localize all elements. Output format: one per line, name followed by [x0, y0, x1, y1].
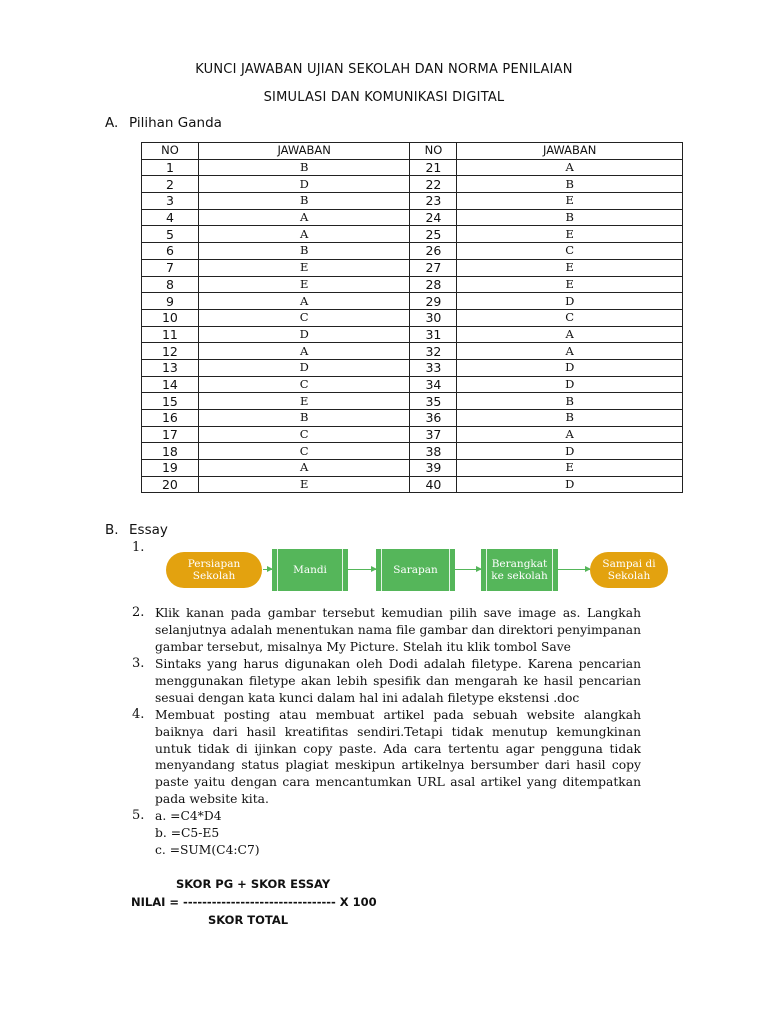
- cell-no-left: 13: [142, 359, 199, 376]
- cell-no-right: 24: [410, 209, 457, 226]
- cell-answer-right: B: [457, 393, 683, 410]
- cell-answer-right: C: [457, 309, 683, 326]
- section-b-title: Essay: [129, 522, 168, 538]
- flow-node-sarapan: [376, 549, 455, 591]
- table-row: [142, 426, 683, 443]
- table-row: [142, 326, 683, 343]
- document-subtitle: SIMULASI DAN KOMUNIKASI DIGITAL: [263, 90, 505, 105]
- flow-arrow-2: [348, 569, 376, 570]
- essay-item-2-number: 2.: [132, 605, 145, 620]
- header-no-right: NO: [410, 143, 457, 160]
- cell-no-right: 36: [410, 410, 457, 427]
- cell-answer-left: B: [198, 159, 410, 176]
- flow-node-mandi-label: Mandi: [293, 564, 327, 576]
- cell-answer-right: D: [457, 359, 683, 376]
- essay-item-1-number: 1.: [132, 540, 145, 555]
- essay-item-4-text: Membuat posting atau membuat artikel pada sebuah website alangkah baiknya dari hasil kreatifitas sendiri.Tetapi tidak menutup kemungkinan untuk tidak di ijinkan copy paste. Ada cara tertentu agar pengguna tidak menyandang status plagiat meskipun artikelnya bersumber dari hasil copy paste yaitu dengan cara mencantumkan URL asal artikel yang ditempatkan pada website kita.: [155, 708, 641, 806]
- table-row: [142, 243, 683, 260]
- cell-answer-left: E: [198, 393, 410, 410]
- cell-no-left: 14: [142, 376, 199, 393]
- answer-5c: c. =SUM(C4:C7): [155, 842, 260, 857]
- cell-answer-right: E: [457, 259, 683, 276]
- cell-answer-left: A: [198, 460, 410, 477]
- flow-node-start-line1: Persiapan: [187, 558, 241, 570]
- flow-arrow-3: [455, 569, 481, 570]
- cell-answer-right: B: [457, 176, 683, 193]
- cell-no-right: 27: [410, 259, 457, 276]
- cell-no-right: 35: [410, 393, 457, 410]
- cell-answer-right: E: [457, 193, 683, 210]
- flow-arrow-4: [558, 569, 590, 570]
- flow-node-end-line1: Sampai di: [602, 558, 656, 570]
- table-row: [142, 176, 683, 193]
- table-row: [142, 259, 683, 276]
- cell-no-left: 9: [142, 293, 199, 310]
- cell-answer-left: C: [198, 443, 410, 460]
- cell-no-left: 20: [142, 476, 199, 493]
- cell-no-right: 23: [410, 193, 457, 210]
- table-row: [142, 293, 683, 310]
- cell-no-left: 4: [142, 209, 199, 226]
- section-b-letter: B.: [105, 522, 119, 538]
- cell-no-right: 22: [410, 176, 457, 193]
- cell-answer-left: B: [198, 243, 410, 260]
- table-header-row: [142, 143, 683, 160]
- table-row: [142, 209, 683, 226]
- header-answer-left: JAWABAN: [198, 143, 410, 160]
- table-row: [142, 393, 683, 410]
- cell-no-right: 30: [410, 309, 457, 326]
- table-row: [142, 309, 683, 326]
- cell-no-left: 2: [142, 176, 199, 193]
- table-row: [142, 476, 683, 493]
- cell-answer-left: C: [198, 309, 410, 326]
- header-no-left: NO: [142, 143, 199, 160]
- cell-answer-left: C: [198, 376, 410, 393]
- cell-no-left: 8: [142, 276, 199, 293]
- cell-answer-left: D: [198, 176, 410, 193]
- table-row: [142, 460, 683, 477]
- cell-answer-right: D: [457, 443, 683, 460]
- cell-answer-left: E: [198, 276, 410, 293]
- flow-node-sarapan-label: Sarapan: [393, 564, 438, 576]
- essay-item-4-number: 4.: [132, 707, 145, 722]
- cell-no-right: 21: [410, 159, 457, 176]
- essay-item-3-number: 3.: [132, 656, 145, 671]
- cell-no-left: 17: [142, 426, 199, 443]
- cell-answer-right: D: [457, 293, 683, 310]
- header-answer-right: JAWABAN: [457, 143, 683, 160]
- flow-node-end-line2: Sekolah: [607, 570, 651, 582]
- answer-5b: b. =C5-E5: [155, 825, 220, 840]
- cell-answer-left: C: [198, 426, 410, 443]
- cell-no-right: 34: [410, 376, 457, 393]
- cell-answer-right: E: [457, 460, 683, 477]
- cell-no-left: 15: [142, 393, 199, 410]
- cell-answer-left: A: [198, 343, 410, 360]
- cell-answer-left: D: [198, 359, 410, 376]
- score-numerator: SKOR PG + SKOR ESSAY: [176, 877, 331, 891]
- cell-no-right: 37: [410, 426, 457, 443]
- cell-answer-right: A: [457, 326, 683, 343]
- table-row: [142, 359, 683, 376]
- cell-no-right: 32: [410, 343, 457, 360]
- essay-item-5-answers: [155, 808, 641, 858]
- essay-item-5-number: 5.: [132, 808, 145, 823]
- cell-answer-left: D: [198, 326, 410, 343]
- score-formula: NILAI = -------------------------------- X 100: [131, 895, 377, 909]
- cell-no-left: 16: [142, 410, 199, 427]
- score-denominator: SKOR TOTAL: [208, 913, 289, 927]
- cell-no-right: 28: [410, 276, 457, 293]
- essay-item-3-text: Sintaks yang harus digunakan oleh Dodi adalah filetype. Karena pencarian menggunakan filetype akan lebih spesifik dan mengarah ke hasil pencarian sesuai dengan kata kunci dalam hal ini adalah filetype ekstensi .doc: [155, 657, 641, 705]
- cell-no-left: 12: [142, 343, 199, 360]
- cell-answer-right: D: [457, 476, 683, 493]
- answer-key-table: [141, 142, 683, 493]
- cell-answer-left: B: [198, 410, 410, 427]
- cell-answer-left: E: [198, 476, 410, 493]
- cell-no-right: 29: [410, 293, 457, 310]
- cell-no-right: 25: [410, 226, 457, 243]
- cell-answer-right: A: [457, 343, 683, 360]
- document-title: KUNCI JAWABAN UJIAN SEKOLAH DAN NORMA PENILAIAN: [195, 62, 573, 77]
- table-row: [142, 376, 683, 393]
- cell-answer-left: B: [198, 193, 410, 210]
- section-a-title: Pilihan Ganda: [129, 115, 222, 131]
- cell-no-left: 11: [142, 326, 199, 343]
- cell-answer-right: B: [457, 410, 683, 427]
- table-row: [142, 159, 683, 176]
- essay-item-2-text: Klik kanan pada gambar tersebut kemudian pilih save image as. Langkah selanjutnya adalah menentukan nama file gambar dan direktori penyimpanan gambar tersebut, misalnya My Picture. Stelah itu klik tombol Save: [155, 606, 641, 654]
- cell-answer-left: A: [198, 293, 410, 310]
- cell-answer-right: E: [457, 276, 683, 293]
- flow-node-start: [166, 552, 262, 588]
- table-row: [142, 443, 683, 460]
- cell-no-left: 18: [142, 443, 199, 460]
- cell-answer-left: A: [198, 226, 410, 243]
- cell-answer-right: E: [457, 226, 683, 243]
- table-row: [142, 226, 683, 243]
- cell-no-right: 40: [410, 476, 457, 493]
- cell-no-right: 39: [410, 460, 457, 477]
- cell-answer-right: A: [457, 159, 683, 176]
- cell-no-left: 3: [142, 193, 199, 210]
- cell-answer-left: E: [198, 259, 410, 276]
- cell-no-left: 10: [142, 309, 199, 326]
- table-row: [142, 343, 683, 360]
- cell-answer-right: D: [457, 376, 683, 393]
- cell-answer-right: B: [457, 209, 683, 226]
- table-row: [142, 276, 683, 293]
- cell-no-left: 1: [142, 159, 199, 176]
- cell-no-left: 6: [142, 243, 199, 260]
- flow-arrow-1: [263, 569, 272, 570]
- cell-no-right: 26: [410, 243, 457, 260]
- cell-answer-left: A: [198, 209, 410, 226]
- table-row: [142, 410, 683, 427]
- cell-answer-right: C: [457, 243, 683, 260]
- section-a-letter: A.: [105, 115, 119, 131]
- cell-no-right: 31: [410, 326, 457, 343]
- cell-no-left: 7: [142, 259, 199, 276]
- cell-no-right: 33: [410, 359, 457, 376]
- flow-node-berangkat: [481, 549, 558, 591]
- cell-no-right: 38: [410, 443, 457, 460]
- flow-node-berangkat-line2: ke sekolah: [491, 570, 548, 582]
- cell-no-left: 5: [142, 226, 199, 243]
- flow-node-start-line2: Sekolah: [192, 570, 236, 582]
- flow-node-mandi: [272, 549, 348, 591]
- cell-answer-right: A: [457, 426, 683, 443]
- table-row: [142, 193, 683, 210]
- answer-5a: a. =C4*D4: [155, 809, 222, 823]
- flow-node-end: [590, 552, 668, 588]
- cell-no-left: 19: [142, 460, 199, 477]
- flow-node-berangkat-line1: Berangkat: [491, 558, 548, 570]
